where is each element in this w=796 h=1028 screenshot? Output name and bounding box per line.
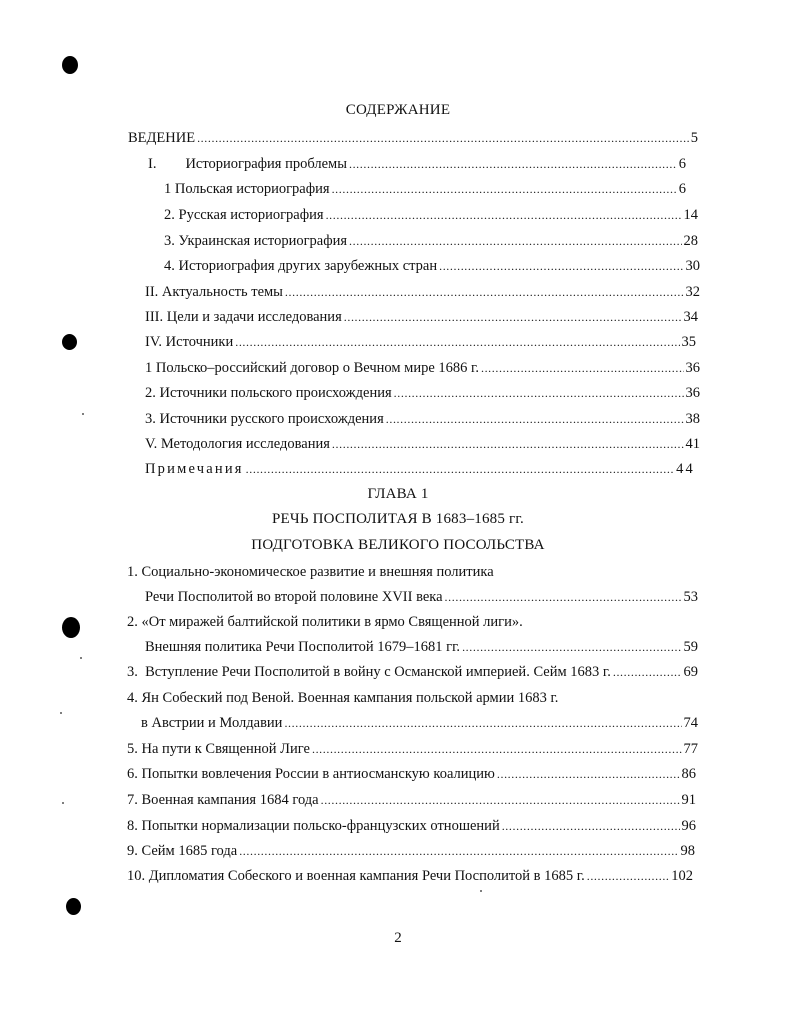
- section-entry: 7. Военная кампания 1684 года . . . 91: [127, 791, 696, 809]
- section-heading-line: 2. «От миражей балтийской политики в ярмо Священной лиги».: [127, 614, 523, 630]
- toc-entry-notes: Примечания . . . 44: [145, 460, 695, 478]
- toc-entry: 1 Польско–российский договор о Вечном мире 1686 г. . . . 36: [145, 359, 700, 377]
- section-entry: 6. Попытки вовлечения России в антиосманскую коалицию . . . 86: [127, 765, 696, 783]
- toc-entry: I. Историография проблемы . . . 6: [148, 155, 686, 173]
- toc-entry: ВЕДЕНИЕ . . . 5: [128, 129, 698, 147]
- binder-hole-2: [62, 334, 77, 350]
- section-entry: 9. Сейм 1685 года . . . 98: [127, 842, 695, 860]
- toc-entry: V. Методология исследования . . . 41: [145, 435, 700, 453]
- toc-entry: II. Актуальность темы . . . 32: [145, 283, 700, 301]
- toc-entry: III. Цели и задачи исследования . . . 34: [145, 308, 698, 326]
- section-entry: Внешняя политика Речи Посполитой 1679–1681 гг. . . . 59: [145, 638, 698, 656]
- scan-speck: [60, 712, 62, 714]
- section-heading-line: 1. Социально-экономическое развитие и внешняя политика: [127, 564, 494, 580]
- scan-speck: [62, 802, 64, 804]
- binder-hole-4: [66, 898, 81, 915]
- toc-entry: 2. Источники польского происхождения . . . 36: [145, 384, 700, 402]
- binder-hole-1: [62, 56, 78, 74]
- page-title: СОДЕРЖАНИЕ: [345, 102, 451, 118]
- toc-entry: 2. Русская историография . . . 14: [164, 206, 698, 224]
- scan-speck: [80, 657, 82, 659]
- toc-entry: 3. Источники русского происхождения . . . 38: [145, 410, 700, 428]
- chapter-number: ГЛАВА 1: [367, 486, 429, 502]
- toc-entry: 4. Историография других зарубежных стран . . . 30: [164, 257, 700, 275]
- scan-speck: [82, 413, 84, 415]
- binder-hole-3: [62, 617, 80, 638]
- section-heading-line: 4. Ян Собеский под Веной. Военная кампания польской армии 1683 г.: [127, 690, 559, 706]
- page-number: 2: [394, 930, 402, 946]
- toc-entry: IV. Источники . . . 35: [145, 333, 696, 351]
- section-entry: 3. Вступление Речи Посполитой в войну с Османской империей. Сейм 1683 г. . . . 69: [127, 663, 698, 681]
- section-entry: Речи Посполитой во второй половине XVII века . . . 53: [145, 588, 698, 606]
- section-entry: 10. Дипломатия Собеского и военная кампания Речи Посполитой в 1685 г. . . . 102: [127, 867, 693, 885]
- section-entry: в Австрии и Молдавии . . . 74: [141, 714, 698, 732]
- chapter-title: РЕЧЬ ПОСПОЛИТАЯ В 1683–1685 гг.: [272, 511, 524, 527]
- toc-entry: 1 Польская историография . . . 6: [164, 180, 686, 198]
- section-entry: 8. Попытки нормализации польско-французских отношений . . . 96: [127, 817, 696, 835]
- section-entry: 5. На пути к Священной Лиге . . . 77: [127, 740, 698, 758]
- toc-entry: 3. Украинская историография . . . 28: [164, 232, 698, 250]
- scan-speck: [480, 890, 482, 892]
- chapter-subtitle: ПОДГОТОВКА ВЕЛИКОГО ПОСОЛЬСТВА: [251, 537, 545, 553]
